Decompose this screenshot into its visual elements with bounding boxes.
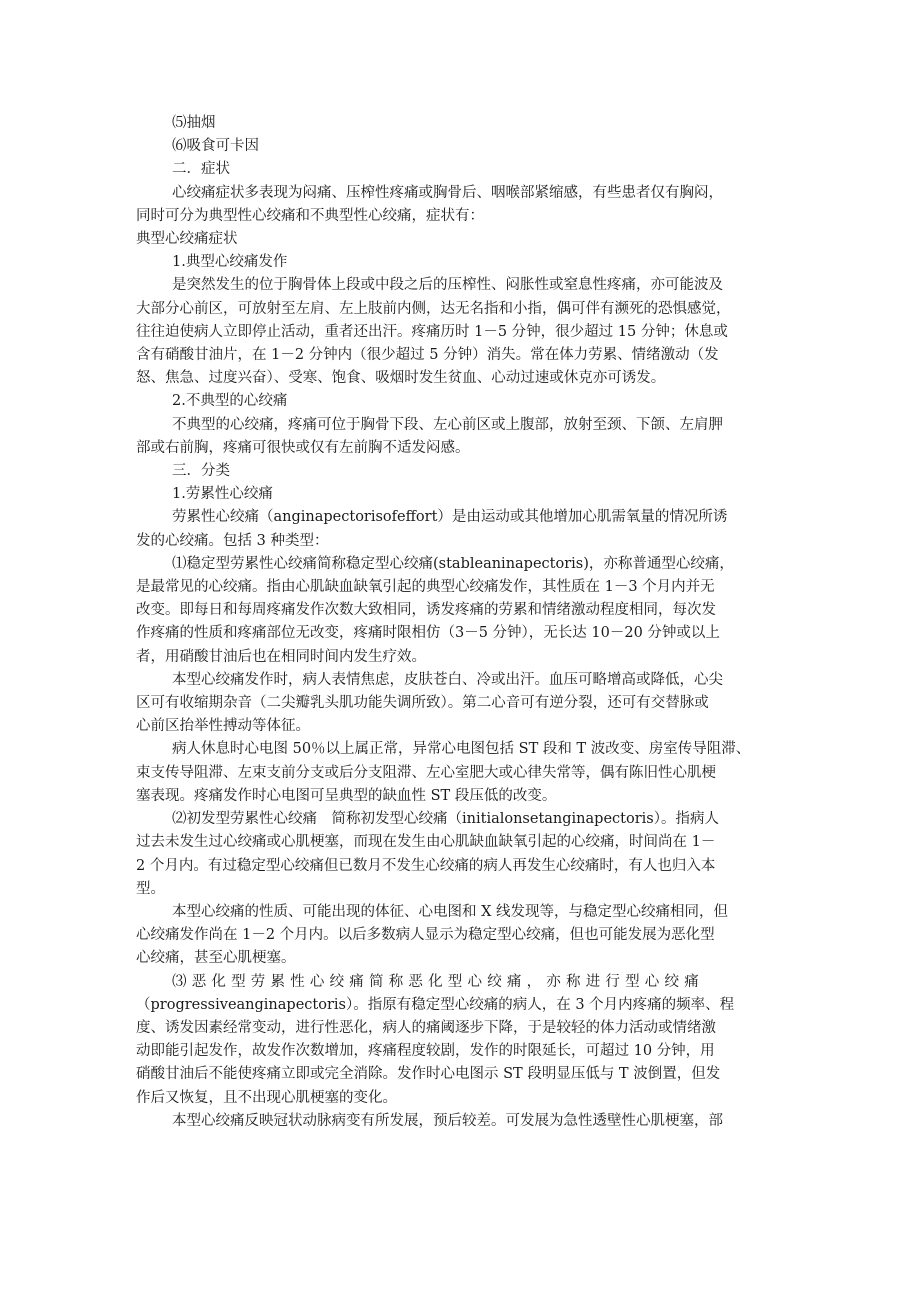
text-line: 本型心绞痛发作时，病人表情焦虑，皮肤苍白、冷或出汗。血压可略增高或降低，心尖 [172,671,723,688]
text-line: 本型心绞痛的性质、可能出现的体征、心电图和 X 线发现等，与稳定型心绞痛相同，但 [172,903,729,920]
text-line: 动即能引起发作，故发作次数增加，疼痛程度较剧，发作的时限延长，可超过 10 分钟，用 [136,1043,715,1060]
text-line: ⑵初发型劳累性心绞痛 简称初发型心绞痛（initialonsetanginapectoris）。指病人 [172,811,719,828]
text-line: 三．分类 [172,463,230,480]
text-line: ⑹吸食可卡因 [172,138,259,155]
text-line: 硝酸甘油后不能使疼痛立即或完全消除。发作时心电图示 ST 段明显压低与 T 波倒置，但发 [136,1066,721,1083]
text-line: 不典型的心绞痛，疼痛可位于胸骨下段、左心前区或上腹部，放射至颈、下颌、左肩胛 [172,416,723,433]
text-line: 是突然发生的位于胸骨体上段或中段之后的压榨性、闷胀性或窒息性疼痛，亦可能波及 [172,277,723,294]
text-line: 是最常见的心绞痛。指由心肌缺血缺氧引起的典型心绞痛发作，其性质在 1－3 个月内并无 [136,579,715,596]
text-line: 二．症状 [172,161,230,178]
text-line: 含有硝酸甘油片，在 1－2 分钟内（很少超过 5 分钟）消失。常在体力劳累、情绪激动（发 [136,347,719,364]
text-line: 型。 [136,880,165,897]
text-line: ⑴稳定型劳累性心绞痛简称稳定型心绞痛(stableaninapectoris)，亦称普通型心绞痛， [172,555,734,572]
text-line: 典型心绞痛症状 [136,231,238,248]
text-line: 部或右前胸，疼痛可很快或仅有左前胸不适发闷感。 [136,439,470,456]
text-line: 心前区抬举性搏动等体征。 [136,718,310,735]
text-line: 区可有收缩期杂音（二尖瓣乳头肌功能失调所致）。第二心音可有逆分裂，还可有交替脉或 [136,695,709,712]
text-line: 大部分心前区，可放射至左肩、左上肢前内侧，达无名指和小指，偶可伴有濒死的恐惧感觉， [136,300,731,317]
text-line: 1.典型心绞痛发作 [172,254,288,271]
text-line: 束支传导阻滞、左束支前分支或后分支阻滞、左心室肥大或心律失常等，偶有陈旧性心肌梗 [136,764,716,781]
text-line: 劳累性心绞痛（anginapectorisofeffort）是由运动或其他增加心肌需氧量的情况所诱 [172,509,728,526]
text-line: 者，用硝酸甘油后也在相同时间内发生疗效。 [136,648,426,665]
text-line: 过去未发生过心绞痛或心肌梗塞，而现在发生由心肌缺血缺氧引起的心绞痛，时间尚在 1－ [136,834,716,851]
text-line: 塞表现。疼痛发作时心电图可呈典型的缺血性 ST 段压低的改变。 [136,787,557,804]
text-line: 心绞痛发作尚在 1－2 个月内。以后多数病人显示为稳定型心绞痛，但也可能发展为恶化型 [136,927,715,944]
text-line: 同时可分为典型性心绞痛和不典型性心绞痛，症状有： [136,207,484,224]
text-line: 改变。即每日和每周疼痛发作次数大致相同，诱发疼痛的劳累和情绪激动程度相同，每次发 [136,602,716,619]
text-line: 1.劳累性心绞痛 [172,486,273,503]
text-line: 心绞痛，甚至心肌梗塞。 [136,950,296,967]
text-line: 2.不典型的心绞痛 [172,393,288,410]
text-line: 往往迫使病人立即停止活动，重者还出汗。疼痛历时 1－5 分钟，很少超过 15 分钟；休息或 [136,323,728,340]
text-line: 度、诱发因素经常变动，进行性恶化，病人的痛阈逐步下降，于是较轻的体力活动或情绪激 [136,1019,716,1036]
text-line: 怒、焦急、过度兴奋）、受寒、饱食、吸烟时发生贫血、心动过速或休克亦可诱发。 [136,370,666,387]
text-line: 作后又恢复，且不出现心肌梗塞的变化。 [136,1089,397,1106]
text-line: 2 个月内。有过稳定型心绞痛但已数月不发生心绞痛的病人再发生心绞痛时，有人也归入本 [136,857,716,874]
text-line: 病人休息时心电图 50％以上属正常，异常心电图包括 ST 段和 T 波改变、房室传导阻滞、 [172,741,751,758]
text-line: ⑸抽烟 [172,115,216,131]
text-line: 发的心绞痛。包括 3 种类型： [136,532,329,549]
text-line: （progressiveanginapectoris）。指原有稳定型心绞痛的病人，在 3 个月内疼痛的频率、程 [136,996,735,1013]
text-line: 作疼痛的性质和疼痛部位无改变，疼痛时限相仿（3－5 分钟），无长达 10－20 分钟或以上 [136,625,720,642]
text-line: ⑶恶化型劳累性心绞痛简称恶化型心绞痛，亦称进行型心绞痛 [172,973,704,990]
text-line: 心绞痛症状多表现为闷痛、压榨性疼痛或胸骨后、咽喉部紧缩感，有些患者仅有胸闷， [172,184,723,201]
text-line: 本型心绞痛反映冠状动脉病变有所发展，预后较差。可发展为急性透壁性心肌梗塞，部 [172,1112,723,1129]
